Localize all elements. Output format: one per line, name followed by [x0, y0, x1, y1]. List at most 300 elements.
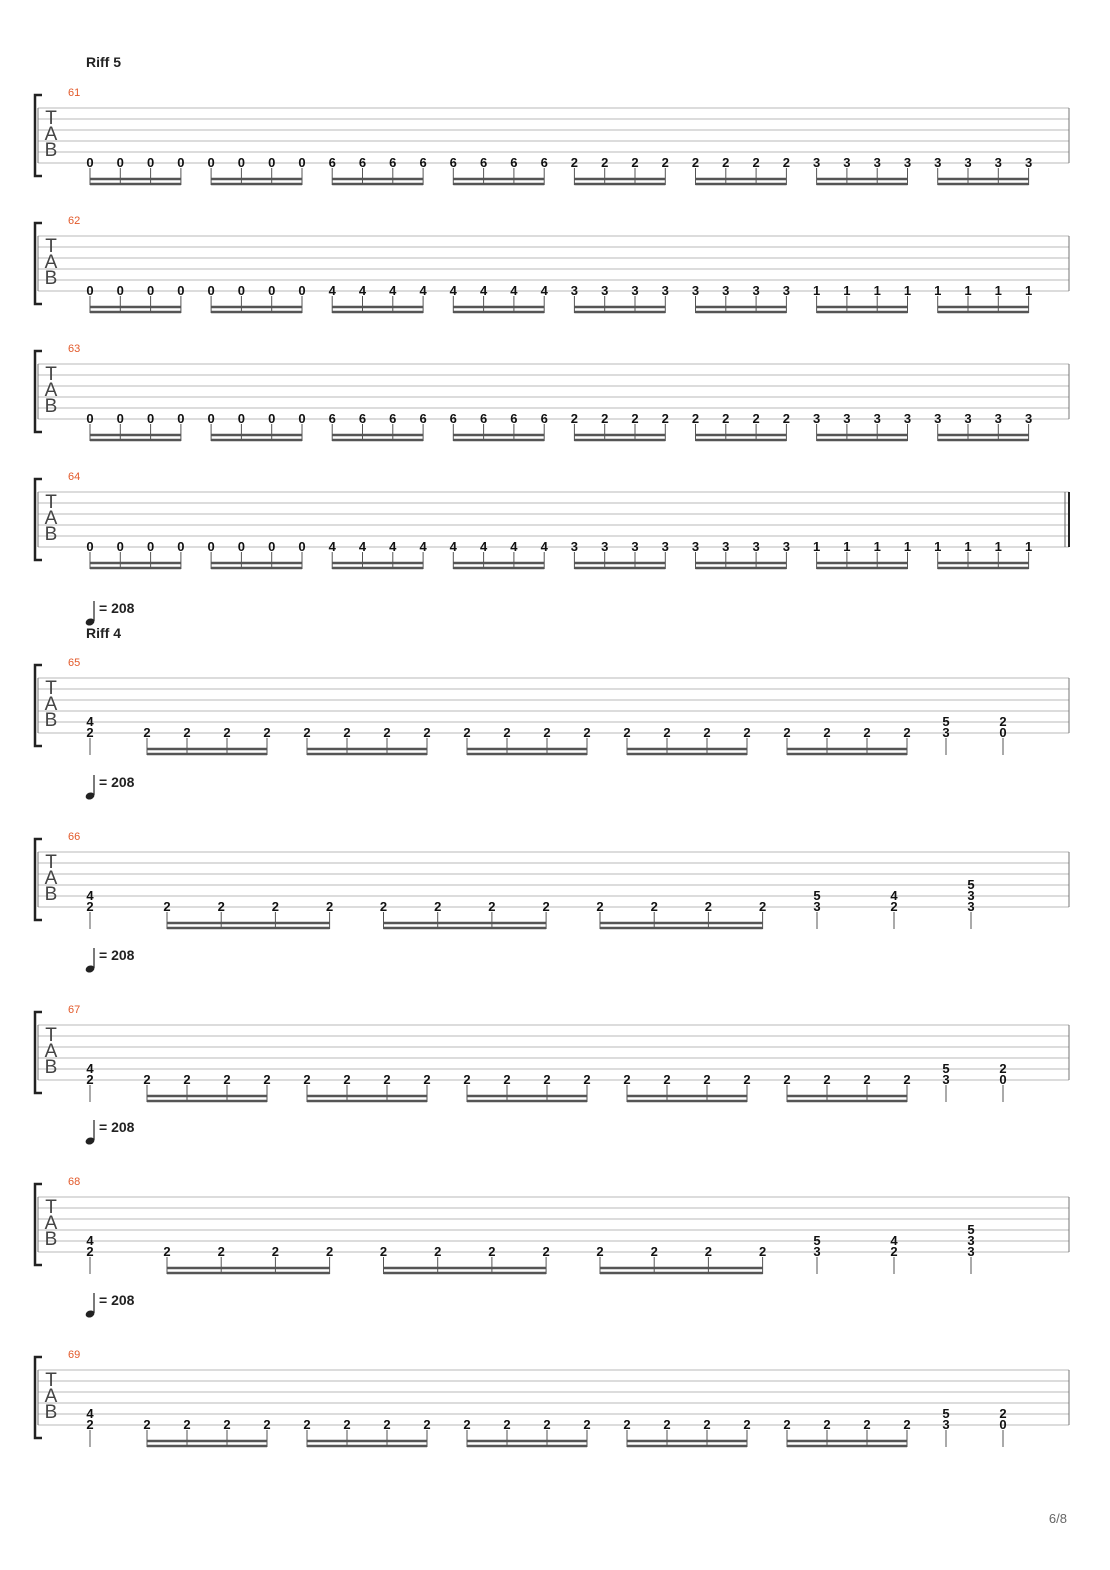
tab-clef: [45, 1370, 58, 1423]
tab-note: [86, 283, 93, 313]
fret-number: 1: [873, 539, 881, 554]
fret-number: 0: [298, 539, 306, 554]
tab-note: [343, 1072, 350, 1102]
tab-note: [823, 1072, 830, 1102]
tab-note: [117, 155, 124, 185]
tab-note: [450, 283, 458, 313]
tab-note: [480, 155, 487, 185]
fret-number: 0: [999, 1072, 1007, 1087]
fret-number: 2: [86, 1072, 94, 1087]
fret-number: 3: [631, 539, 639, 554]
tab-note: [359, 283, 367, 313]
tab-note: [343, 725, 350, 755]
fret-number: 3: [967, 1233, 975, 1248]
fret-number: 0: [177, 283, 185, 298]
fret-number: 1: [994, 539, 1002, 554]
tab-note: [359, 539, 367, 569]
tab-note: [503, 725, 510, 755]
fret-number: 2: [631, 411, 639, 426]
tab-note: [964, 155, 971, 185]
fret-number: 4: [510, 539, 518, 554]
fret-number: 3: [942, 1072, 950, 1087]
bar-number: 63: [68, 343, 81, 355]
fret-number: 2: [596, 899, 604, 914]
fret-number: 2: [623, 1417, 631, 1432]
fret-number: 0: [146, 283, 155, 298]
fret-number: 3: [934, 155, 942, 170]
fret-number: 2: [903, 1072, 911, 1087]
tab-note: [583, 725, 590, 755]
tab-note: [995, 283, 1002, 313]
fret-number: 6: [389, 411, 397, 426]
fret-number: 2: [488, 1244, 496, 1259]
tab-clef-letter: B: [44, 710, 58, 731]
tab-note: [596, 1244, 603, 1274]
tab-note: [722, 411, 729, 441]
fret-number: 3: [601, 539, 609, 554]
fret-number: 0: [237, 155, 246, 170]
tab-note: [541, 411, 548, 441]
tab-note: [86, 888, 94, 929]
fret-number: 2: [823, 725, 831, 740]
tab-note: [503, 1072, 510, 1102]
tab-note: [326, 1244, 333, 1274]
fret-number: 2: [263, 1417, 271, 1432]
fret-number: 3: [994, 155, 1002, 170]
tab-note: [743, 725, 750, 755]
tab-note: [263, 1072, 270, 1102]
fret-number: 2: [543, 1072, 551, 1087]
fret-number: 2: [183, 1072, 191, 1087]
tab-note: [964, 283, 971, 313]
tab-note: [783, 411, 790, 441]
fret-number: 6: [540, 411, 548, 426]
tab-note: [722, 539, 729, 569]
fret-number: 4: [419, 283, 427, 298]
fret-number: 1: [812, 283, 821, 298]
tab-note: [86, 155, 93, 185]
fret-number: 2: [423, 1417, 431, 1432]
tab-note: [692, 539, 699, 569]
fret-number: 0: [298, 283, 306, 298]
fret-number: 2: [271, 899, 280, 914]
tab-note: [904, 411, 911, 441]
fret-number: 2: [691, 155, 700, 170]
fret-number: 2: [743, 1417, 751, 1432]
tab-clef-letter: T: [45, 492, 57, 513]
tab-note: [752, 539, 759, 569]
fret-number: 2: [86, 1417, 94, 1432]
fret-number: 1: [843, 539, 851, 554]
section-label: Riff 5: [86, 54, 121, 70]
tab-note: [541, 539, 549, 569]
tab-note: [964, 539, 971, 569]
tab-note: [268, 283, 275, 313]
fret-number: 5: [813, 1233, 821, 1248]
fret-number: 2: [343, 1417, 351, 1432]
fret-number: 2: [463, 725, 471, 740]
tab-note: [783, 283, 790, 313]
fret-number: 4: [540, 539, 548, 554]
tab-note: [463, 725, 470, 755]
fret-number: 3: [812, 155, 821, 170]
bar-number: 66: [68, 831, 81, 843]
tab-system: [35, 1119, 1069, 1274]
fret-number: 5: [942, 1406, 950, 1421]
tab-clef-letter: A: [44, 1213, 58, 1234]
tab-note: [143, 1417, 150, 1447]
tab-clef-letter: T: [45, 364, 57, 385]
fret-number: 5: [967, 1222, 975, 1237]
tab-clef-letter: B: [44, 524, 58, 545]
fret-number: 3: [903, 155, 912, 170]
fret-number: 0: [86, 155, 94, 170]
tab-note: [903, 1072, 910, 1102]
fret-number: 2: [743, 725, 751, 740]
tab-note: [651, 899, 658, 929]
fret-number: 3: [570, 283, 579, 298]
tab-note: [662, 283, 669, 313]
fret-number: 2: [782, 411, 791, 426]
tab-note: [383, 1072, 390, 1102]
tab-note: [383, 725, 390, 755]
tab-note: [843, 539, 850, 569]
fret-number: 2: [890, 1244, 898, 1259]
fret-number: 6: [358, 411, 367, 426]
tab-note: [380, 899, 387, 929]
tab-note: [298, 155, 305, 185]
tab-note: [601, 155, 608, 185]
tab-note: [238, 411, 245, 441]
fret-number: 4: [328, 283, 336, 298]
fret-number: 4: [389, 539, 397, 554]
tab-note: [147, 155, 154, 185]
tab-note: [1025, 411, 1032, 441]
tab-note: [705, 899, 712, 929]
fret-number: 5: [942, 1061, 950, 1076]
bar-number: 69: [68, 1349, 81, 1361]
tab-note: [510, 283, 518, 313]
fret-number: 3: [661, 283, 669, 298]
tab-note: [783, 1417, 790, 1447]
tab-note: [942, 1406, 949, 1447]
tab-note: [177, 155, 184, 185]
page-number: 6/8: [1048, 1511, 1067, 1526]
fret-number: 0: [207, 411, 215, 426]
tab-note: [863, 1417, 870, 1447]
fret-number: 2: [863, 1072, 871, 1087]
tab-note: [890, 1233, 898, 1274]
tab-clef-letter: B: [44, 1402, 58, 1423]
fret-number: 0: [268, 411, 276, 426]
tab-note: [934, 155, 941, 185]
tab-clef: [45, 678, 58, 731]
fret-number: 0: [177, 539, 185, 554]
bar-number: 67: [68, 1004, 81, 1016]
tab-note: [183, 1072, 190, 1102]
tab-clef-letter: B: [44, 396, 58, 417]
fret-number: 2: [783, 725, 791, 740]
fret-number: 2: [623, 725, 631, 740]
fret-number: 2: [263, 725, 271, 740]
tab-clef-letter: T: [45, 852, 57, 873]
tab-clef-letter: T: [45, 678, 57, 699]
fret-number: 2: [143, 1072, 151, 1087]
fret-number: 3: [1024, 155, 1033, 170]
tab-note: [692, 155, 699, 185]
tab-note: [86, 1406, 94, 1447]
fret-number: 2: [143, 1417, 151, 1432]
fret-number: 2: [223, 1417, 231, 1432]
fret-number: 6: [479, 155, 488, 170]
fret-number: 2: [999, 714, 1007, 729]
fret-number: 2: [434, 1244, 442, 1259]
fret-number: 0: [207, 283, 215, 298]
bar-number: 64: [68, 471, 81, 483]
fret-number: 3: [843, 411, 851, 426]
fret-number: 2: [183, 725, 191, 740]
tab-note: [359, 155, 366, 185]
tab-clef: [45, 1025, 58, 1078]
tab-note: [143, 1072, 150, 1102]
tab-note: [843, 155, 850, 185]
tab-clef-letter: B: [44, 268, 58, 289]
tab-note: [543, 1417, 550, 1447]
fret-number: 1: [903, 539, 912, 554]
fret-number: 1: [812, 539, 821, 554]
tab-note: [663, 1417, 670, 1447]
fret-number: 2: [704, 899, 713, 914]
tab-note: [813, 539, 820, 569]
tab-note: [934, 411, 941, 441]
fret-number: 3: [782, 539, 791, 554]
fret-number: 2: [782, 155, 791, 170]
tab-note: [722, 155, 729, 185]
tab-system: [35, 471, 1069, 569]
fret-number: 2: [583, 725, 591, 740]
tab-note: [329, 283, 337, 313]
fret-number: 2: [383, 725, 391, 740]
tab-clef: [45, 108, 58, 161]
tab-note: [903, 725, 910, 755]
fret-number: 6: [328, 411, 336, 426]
tab-note: [571, 411, 578, 441]
tempo-value: = 208: [99, 774, 135, 790]
fret-number: 6: [449, 411, 457, 426]
tab-note: [389, 411, 396, 441]
fret-number: 2: [343, 1072, 351, 1087]
fret-number: 4: [449, 539, 457, 554]
fret-number: 3: [601, 283, 609, 298]
tab-note: [419, 155, 426, 185]
fret-number: 2: [543, 725, 551, 740]
fret-number: 2: [722, 155, 730, 170]
fret-number: 0: [237, 539, 246, 554]
fret-number: 4: [890, 1233, 898, 1248]
fret-number: 0: [146, 411, 155, 426]
fret-number: 0: [86, 539, 94, 554]
fret-number: 2: [722, 411, 730, 426]
tab-note: [964, 411, 971, 441]
tab-note: [813, 1233, 820, 1274]
fret-number: 2: [542, 1244, 550, 1259]
tab-note: [329, 539, 337, 569]
fret-number: 2: [217, 1244, 225, 1259]
fret-number: 6: [449, 155, 457, 170]
fret-number: 2: [583, 1417, 591, 1432]
fret-number: 4: [358, 283, 367, 298]
fret-number: 2: [343, 725, 351, 740]
tab-note: [843, 283, 850, 313]
tab-note: [423, 725, 430, 755]
fret-number: 0: [207, 539, 215, 554]
tempo-marking: [85, 1292, 135, 1319]
tab-note: [596, 899, 603, 929]
tab-system: [35, 600, 1069, 755]
fret-number: 2: [503, 1072, 511, 1087]
tab-note: [583, 1072, 590, 1102]
tab-note: [480, 539, 488, 569]
fret-number: 2: [903, 725, 911, 740]
tab-note: [419, 539, 427, 569]
fret-number: 3: [967, 1244, 975, 1259]
tempo-value: = 208: [99, 600, 135, 616]
tab-note: [631, 539, 638, 569]
fret-number: 2: [703, 1072, 711, 1087]
tab-note: [434, 899, 441, 929]
tab-note: [703, 1072, 710, 1102]
fret-number: 3: [570, 539, 579, 554]
tab-note: [601, 283, 608, 313]
fret-number: 1: [903, 283, 912, 298]
fret-number: 6: [389, 155, 397, 170]
fret-number: 0: [268, 155, 276, 170]
tab-note: [143, 725, 150, 755]
fret-number: 0: [146, 539, 155, 554]
tab-note: [326, 899, 333, 929]
tab-note: [183, 725, 190, 755]
fret-number: 2: [434, 899, 442, 914]
fret-number: 2: [703, 725, 711, 740]
fret-number: 0: [86, 411, 94, 426]
fret-number: 2: [663, 1072, 671, 1087]
fret-number: 2: [691, 411, 700, 426]
fret-number: 3: [967, 888, 975, 903]
tab-note: [510, 411, 517, 441]
tab-note: [389, 155, 396, 185]
tab-note: [218, 899, 225, 929]
tab-note: [663, 1072, 670, 1102]
fret-number: 2: [752, 155, 760, 170]
fret-number: 0: [116, 155, 124, 170]
fret-number: 2: [542, 899, 550, 914]
fret-number: 4: [510, 283, 518, 298]
fret-number: 2: [890, 899, 898, 914]
tab-note: [743, 1417, 750, 1447]
tab-note: [329, 411, 336, 441]
tab-note: [343, 1417, 350, 1447]
fret-number: 3: [967, 899, 975, 914]
fret-number: 4: [86, 888, 94, 903]
tab-note: [117, 283, 124, 313]
fret-number: 2: [863, 1417, 871, 1432]
tab-note: [904, 155, 911, 185]
tempo-marking: [85, 600, 135, 627]
tab-note: [874, 411, 881, 441]
fret-number: 1: [873, 283, 881, 298]
tab-note: [510, 539, 518, 569]
tab-note: [163, 1244, 170, 1274]
fret-number: 2: [650, 899, 658, 914]
tab-note: [543, 725, 550, 755]
tab-note: [383, 1417, 390, 1447]
fret-number: 2: [503, 1417, 511, 1432]
tab-note: [480, 411, 487, 441]
tab-note: [995, 411, 1002, 441]
tab-note: [942, 714, 949, 755]
fret-number: 2: [163, 1244, 171, 1259]
tab-note: [662, 411, 669, 441]
tab-note: [703, 725, 710, 755]
fret-number: 2: [223, 725, 231, 740]
tab-note: [752, 155, 759, 185]
fret-number: 1: [934, 283, 942, 298]
tab-note: [463, 1072, 470, 1102]
section-label: Riff 4: [86, 625, 121, 641]
fret-number: 3: [903, 411, 912, 426]
fret-number: 3: [964, 155, 972, 170]
fret-number: 0: [298, 411, 306, 426]
fret-number: 4: [328, 539, 336, 554]
fret-number: 0: [268, 539, 276, 554]
tab-note: [86, 714, 94, 755]
tab-note: [86, 539, 93, 569]
fret-number: 2: [570, 155, 579, 170]
fret-number: 0: [86, 283, 94, 298]
fret-number: 0: [146, 155, 155, 170]
tab-note: [934, 539, 941, 569]
tab-note: [419, 283, 427, 313]
tab-note: [177, 283, 184, 313]
fret-number: 2: [596, 1244, 604, 1259]
fret-number: 4: [479, 539, 488, 554]
tab-note: [631, 155, 638, 185]
tab-note: [783, 725, 790, 755]
tab-note: [359, 411, 366, 441]
tab-system: [35, 343, 1069, 441]
tab-system: [35, 1292, 1069, 1447]
bar-number: 61: [68, 87, 81, 99]
tab-system: [35, 215, 1069, 313]
tab-note: [238, 283, 245, 313]
fret-number: 2: [758, 899, 767, 914]
tab-note: [759, 899, 766, 929]
tab-note: [722, 283, 729, 313]
tab-note: [999, 1406, 1006, 1447]
tab-note: [759, 1244, 766, 1274]
tab-note: [423, 1417, 430, 1447]
tab-note: [542, 899, 549, 929]
tempo-marking: [85, 1119, 135, 1146]
fret-number: 2: [383, 1417, 391, 1432]
tab-clef-letter: A: [44, 694, 58, 715]
tab-note: [692, 283, 699, 313]
tab-note: [86, 1061, 94, 1102]
tab-note: [541, 155, 548, 185]
fret-number: 2: [823, 1072, 831, 1087]
fret-number: 2: [143, 725, 151, 740]
tab-note: [389, 539, 397, 569]
